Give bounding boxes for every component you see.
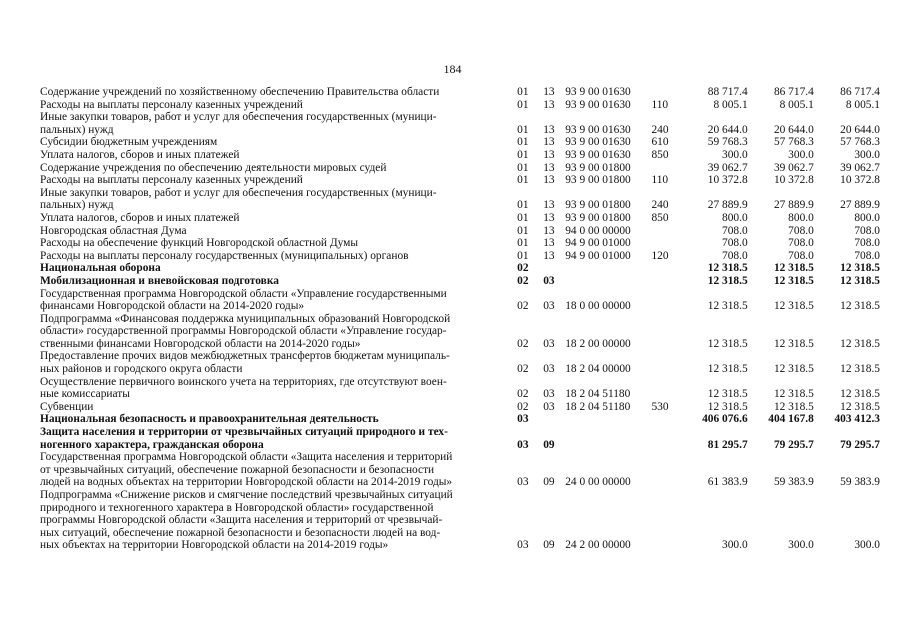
table-row [40,489,880,552]
amount-year-1: 300.0 [722,539,748,552]
row-name-line: Содержание учреждений по хозяйственному обеспечению Правительства области [40,86,440,98]
amount-year-3: 300.0 [854,539,880,552]
row-name-line: Новгородская областная Дума [40,224,187,237]
amount-year-3: 708.0 [854,237,880,250]
amount-year-1: 708.0 [722,224,748,237]
amount-year-1: 27 889.9 [707,199,748,212]
expense-type-code: 610 [651,136,669,149]
row-name-line: ных районов и городского округа области [40,363,243,376]
subsection-code: 13 [543,161,555,174]
amount-year-3: 12 318.5 [840,274,880,287]
target-article-code: 18 2 00 00000 [565,337,631,350]
expense-type-code [651,489,681,552]
subsection-code: 03 [543,337,555,350]
amount-year-3: 12 318.5 [840,300,880,313]
row-name-line: пальных) нужд [40,123,114,136]
amount-year-3: 708.0 [854,249,880,262]
row-name-line: Расходы на выплаты персоналу казенных учреждений [40,98,303,111]
expense-type-code [651,262,681,275]
row-name-line: Расходы на выплаты персоналу казенных учреждений [40,174,303,187]
amount-year-1: 708.0 [722,237,748,250]
amount-year-2: 86 717.4 [773,86,814,98]
amount-year-3: 300.0 [854,148,880,161]
expense-type-code: 240 [651,123,669,136]
target-article-code: 94 0 00 00000 [565,224,631,237]
target-article-code: 93 9 00 01630 [565,123,631,136]
target-article-code [565,275,651,288]
amount-year-2: 800.0 [788,211,814,224]
table-row [40,187,880,212]
amount-year-2: 27 889.9 [773,199,814,212]
expense-type-code: 850 [651,148,669,161]
section-code: 01 [517,123,529,136]
amount-year-2: 12 318.5 [773,388,814,401]
amount-year-1: 20 644.0 [707,123,748,136]
amount-year-1: 800.0 [722,211,748,224]
table-row [40,99,880,112]
amount-year-1: 12 318.5 [707,262,748,275]
target-article-code: 93 9 00 01800 [565,161,631,174]
section-code: 03 [517,476,529,489]
row-name [40,250,513,263]
row-name [40,313,513,351]
amount-year-1: 81 295.7 [707,438,748,451]
target-article-code: 24 0 00 00000 [565,476,631,489]
subsection-code: 03 [543,274,555,287]
row-name-line: области» государственной программы Новгородской области «Управление государ- [40,325,447,338]
budget-table-body [40,86,880,552]
row-name-line: ных ситуаций, обеспечение пожарной безопасности и безопасности людей на вод- [40,526,441,539]
amount-year-2: 8 005.1 [779,98,814,111]
expense-type-code [651,350,681,375]
row-name-line: от чрезвычайных ситуаций, обеспечение пожарной безопасности и безопасности [40,463,435,476]
table-row [40,275,880,288]
row-name-line: Мобилизационная и вневойсковая подготовка [40,274,279,287]
row-name-line: людей на водных объектах на территории Новгородской области на 2014-2019 годы» [40,476,453,489]
subsection-code: 03 [543,363,555,376]
subsection-code: 09 [543,438,555,451]
amount-year-2: 12 318.5 [773,262,814,275]
amount-year-2: 404 167.8 [768,413,814,426]
amount-year-2: 708.0 [788,249,814,262]
table-row [40,413,880,426]
section-code: 01 [517,136,529,149]
amount-year-3: 39 062.7 [840,161,880,174]
amount-year-3: 403 412.3 [834,413,880,426]
amount-year-1: 10 372.8 [707,174,748,187]
row-name-line: Предоставление прочих видов межбюджетных трансфертов бюджетам муниципаль- [40,350,450,363]
amount-year-1: 12 318.5 [707,388,748,401]
amount-year-2: 79 295.7 [773,438,814,451]
target-article-code: 93 9 00 01630 [565,98,631,111]
expense-type-code [651,225,681,238]
amount-year-3: 708.0 [854,224,880,237]
expense-type-code: 120 [651,249,669,262]
row-name [40,212,513,225]
row-name [40,489,513,552]
section-code: 02 [517,300,529,313]
subsection-code: 03 [543,388,555,401]
expense-type-code [651,426,681,451]
amount-year-1: 61 383.9 [707,476,748,489]
section-code: 02 [517,262,529,275]
target-article-code [565,413,651,426]
table-row [40,162,880,175]
subsection-code: 13 [543,211,555,224]
amount-year-3: 8 005.1 [845,98,880,111]
row-name [40,451,513,489]
row-name [40,136,513,149]
amount-year-1: 39 062.7 [707,161,748,174]
expense-type-code: 110 [651,98,669,111]
table-row [40,250,880,263]
amount-year-1: 300.0 [722,148,748,161]
row-name-line: Уплата налогов, сборов и иных платежей [40,211,240,224]
target-article-code: 93 9 00 01630 [565,148,631,161]
row-name-line: Иные закупки товаров, работ и услуг для обеспечения государственных (муници- [40,186,437,199]
row-name [40,275,513,288]
expense-type-code [651,86,681,99]
row-name-line: Национальная оборона [40,262,161,275]
target-article-code: 94 9 00 01000 [565,249,631,262]
section-code: 01 [517,161,529,174]
amount-year-2: 12 318.5 [773,363,814,376]
row-name [40,225,513,238]
amount-year-1: 88 717.4 [707,86,748,98]
subsection-code [543,262,565,275]
row-name-line: Расходы на выплаты персоналу государственных (муниципальных) органов [40,249,409,262]
target-article-code: 93 9 00 01800 [565,199,631,212]
section-code: 02 [517,274,529,287]
amount-year-2: 10 372.8 [773,174,814,187]
table-row [40,401,880,414]
table-row [40,313,880,351]
row-name-line: финансами Новгородской области на 2014-2020 годы» [40,300,305,313]
row-name-line: Национальная безопасность и правоохранительная деятельность [40,413,379,426]
page-number: 184 [443,62,462,76]
section-code: 03 [517,413,529,426]
row-name-line: Уплата налогов, сборов и иных платежей [40,148,240,161]
subsection-code: 13 [543,98,555,111]
row-name [40,262,513,275]
amount-year-3: 800.0 [854,211,880,224]
target-article-code: 93 9 00 01630 [565,136,631,149]
target-article-code: 18 2 04 51180 [565,388,631,401]
section-code: 01 [517,211,529,224]
row-name-line: ные комиссариаты [40,388,130,401]
expense-type-code: 530 [651,400,669,413]
amount-year-1: 12 318.5 [707,300,748,313]
amount-year-1: 12 318.5 [707,363,748,376]
target-article-code [565,426,651,451]
row-name [40,426,513,451]
row-name [40,413,513,426]
amount-year-2: 59 383.9 [773,476,814,489]
section-code: 01 [517,224,529,237]
amount-year-3: 20 644.0 [840,123,880,136]
subsection-code: 13 [543,174,555,187]
subsection-code: 13 [543,148,555,161]
target-article-code: 18 2 04 00000 [565,363,631,376]
amount-year-3: 12 318.5 [840,337,880,350]
amount-year-3: 12 318.5 [840,388,880,401]
target-article-code: 93 9 00 01800 [565,211,631,224]
section-code: 02 [517,400,529,413]
subsection-code: 13 [543,224,555,237]
amount-year-2: 12 318.5 [773,400,814,413]
target-article-code: 93 9 00 01800 [565,174,631,187]
table-row [40,262,880,275]
section-code: 01 [517,148,529,161]
expense-type-code [651,313,681,351]
target-article-code: 18 2 04 51180 [565,400,631,413]
section-code: 02 [517,388,529,401]
section-code: 02 [517,363,529,376]
row-name [40,288,513,313]
subsection-code: 13 [543,136,555,149]
table-row [40,237,880,250]
amount-year-2: 12 318.5 [773,274,814,287]
amount-year-3: 10 372.8 [840,174,880,187]
section-code: 01 [517,174,529,187]
row-name [40,350,513,375]
amount-year-3: 12 318.5 [840,262,880,275]
subsection-code: 03 [543,400,555,413]
subsection-code: 13 [543,123,555,136]
row-name [40,237,513,250]
row-name [40,99,513,112]
expense-type-code [651,376,681,401]
expense-type-code [651,451,681,489]
section-code: 01 [517,249,529,262]
table-row [40,426,880,451]
row-name-line: ственными финансами Новгородской области на 2014-2020 годы» [40,337,361,350]
amount-year-1: 12 318.5 [707,274,748,287]
row-name-line: Защита населения и территории от чрезвычайных ситуаций природного и тех- [40,426,448,439]
row-name [40,376,513,401]
row-name-line: пальных) нужд [40,199,114,212]
expense-type-code: 110 [651,174,669,187]
expense-type-code [651,237,681,250]
amount-year-3: 57 768.3 [840,136,880,149]
expense-type-code [651,413,681,426]
row-name-line: Подпрограмма «Финансовая поддержка муниципальных образований Новгородской [40,312,451,325]
amount-year-1: 59 768.3 [707,136,748,149]
row-name-line: Государственная программа Новгородской области «Защита населения и территорий [40,451,453,464]
row-name [40,86,513,99]
amount-year-3: 79 295.7 [840,438,880,451]
row-name [40,162,513,175]
amount-year-3: 59 383.9 [840,476,880,489]
row-name-line: Субвенции [40,400,94,413]
amount-year-1: 708.0 [722,249,748,262]
amount-year-2: 39 062.7 [773,161,814,174]
amount-year-1: 12 318.5 [707,400,748,413]
subsection-code: 13 [543,199,555,212]
row-name [40,401,513,414]
target-article-code: 94 9 00 01000 [565,237,631,250]
row-name-line: ных объектах на территории Новгородской области на 2014-2019 годы» [40,539,389,552]
row-name-line: Государственная программа Новгородской области «Управление государственными [40,287,447,300]
row-name-line: природного и техногенного характера в Новгородской области» государственной [40,501,434,514]
budget-table [40,86,880,552]
amount-year-2: 57 768.3 [773,136,814,149]
expense-type-code [651,275,681,288]
expense-type-code [651,288,681,313]
section-code: 01 [517,237,529,250]
table-row [40,376,880,401]
target-article-code: 18 0 00 00000 [565,300,631,313]
table-row [40,111,880,136]
row-name-line: Иные закупки товаров, работ и услуг для обеспечения государственных (муници- [40,111,437,124]
amount-year-2: 300.0 [788,148,814,161]
table-row [40,350,880,375]
row-name-line: Субсидии бюджетным учреждениям [40,136,218,149]
table-row [40,149,880,162]
amount-year-2: 12 318.5 [773,337,814,350]
row-name [40,111,513,136]
row-name [40,187,513,212]
subsection-code: 09 [543,476,555,489]
row-name [40,149,513,162]
amount-year-1: 8 005.1 [713,98,748,111]
expense-type-code: 240 [651,199,669,212]
row-name-line: Осуществление первичного воинского учета на территориях, где отсутствуют воен- [40,375,447,388]
row-name-line: ногенного характера, гражданская оборона [40,438,264,451]
amount-year-3: 27 889.9 [840,199,880,212]
subsection-code: 13 [543,237,555,250]
row-name-line: Содержание учреждения по обеспечению деятельности мировых судей [40,161,387,174]
amount-year-2: 300.0 [788,539,814,552]
row-name [40,174,513,187]
amount-year-2: 20 644.0 [773,123,814,136]
amount-year-2: 708.0 [788,224,814,237]
subsection-code: 09 [543,539,555,552]
subsection-code: 13 [543,249,555,262]
section-code: 01 [517,86,529,98]
amount-year-1: 12 318.5 [707,337,748,350]
amount-year-3: 12 318.5 [840,400,880,413]
table-row [40,288,880,313]
target-article-code: 93 9 00 01630 [565,86,631,98]
table-row [40,212,880,225]
section-code: 03 [517,438,529,451]
amount-year-3: 12 318.5 [840,363,880,376]
expense-type-code [651,162,681,175]
table-row [40,451,880,489]
amount-year-2: 708.0 [788,237,814,250]
table-row [40,136,880,149]
subsection-code: 13 [543,86,555,98]
subsection-code: 03 [543,300,555,313]
amount-year-1: 406 076.6 [702,413,748,426]
amount-year-2: 12 318.5 [773,300,814,313]
section-code: 02 [517,337,529,350]
row-name-line: программы Новгородской области «Защита населения и территорий от чрезвычай- [40,514,443,527]
amount-year-3: 86 717.4 [840,86,880,98]
expense-type-code: 850 [651,211,669,224]
section-code: 01 [517,98,529,111]
table-row [40,225,880,238]
section-code: 01 [517,199,529,212]
target-article-code [565,262,651,275]
row-name-line: Расходы на обеспечение функций Новгородской областной Думы [40,237,359,250]
section-code: 03 [517,539,529,552]
row-name-line: Подпрограмма «Снижение рисков и смягчение последствий чрезвычайных ситуаций [40,489,453,501]
target-article-code: 24 2 00 00000 [565,539,631,552]
table-row [40,86,880,99]
subsection-code [543,413,565,426]
table-row [40,174,880,187]
